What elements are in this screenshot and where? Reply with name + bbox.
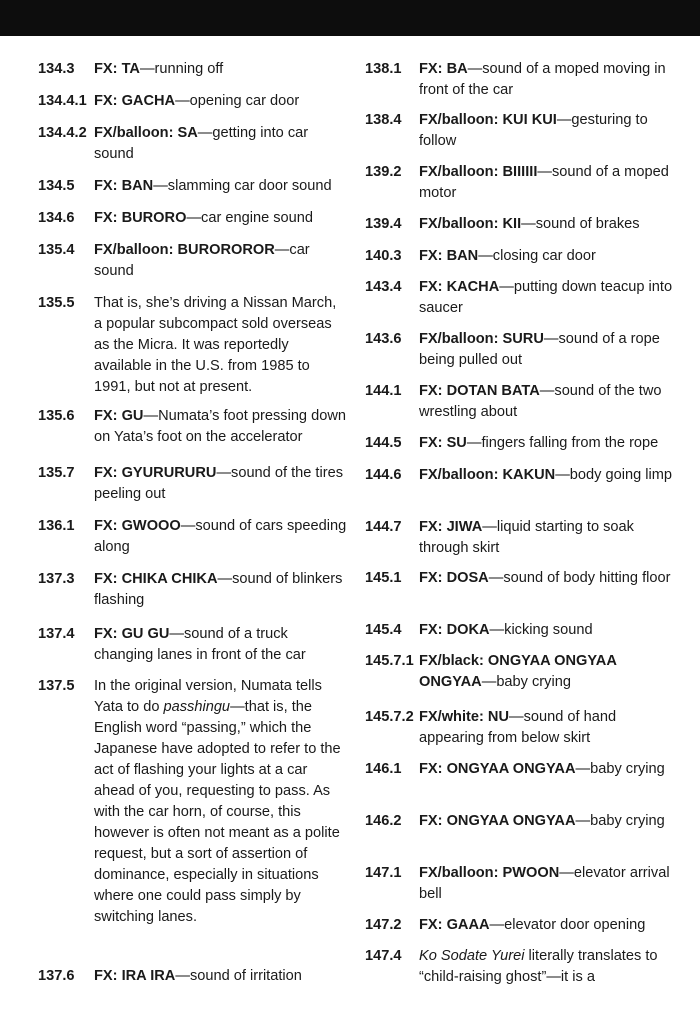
note-body	[94, 966, 302, 987]
note-text: —sound of a truck changing lanes in front of the car	[94, 626, 306, 663]
note-entry	[365, 246, 596, 267]
note-body	[419, 465, 672, 486]
note-text: —sound of brakes	[521, 216, 640, 232]
note-body	[94, 676, 348, 928]
fx-label: FX/balloon: SURU	[419, 331, 544, 347]
note-entry	[365, 465, 672, 486]
note-body	[419, 863, 675, 905]
note-text: —sound of a moped moving in front of the car	[419, 61, 666, 98]
note-number: 146.1	[365, 761, 402, 777]
note-body	[419, 214, 640, 235]
note-body	[94, 176, 332, 197]
note-entry	[365, 759, 665, 780]
italic-term: Ko Sodate Yurei	[419, 948, 525, 964]
note-body	[419, 162, 675, 204]
italic-term: passhingu	[163, 699, 231, 715]
note-entry	[38, 624, 348, 666]
note-text: —body going limp	[555, 467, 673, 483]
note-number: 138.4	[365, 112, 402, 128]
note-entry	[365, 277, 675, 319]
note-text: —baby crying	[575, 761, 665, 777]
note-number: 134.3	[38, 61, 75, 77]
note-text: —slamming car door sound	[153, 178, 332, 194]
fx-label: FX/balloon: BUROROROR	[94, 242, 275, 258]
note-body	[94, 91, 299, 112]
note-entry	[365, 329, 675, 371]
note-entry	[365, 707, 675, 749]
note-text: —car sound	[94, 242, 310, 279]
fx-label: FX/black: ONGYAA ONGYAA ONGYAA	[419, 653, 617, 690]
fx-label: FX: GU GU	[94, 626, 170, 642]
note-number: 143.4	[365, 279, 402, 295]
note-number: 135.6	[38, 408, 75, 424]
note-body	[419, 110, 675, 152]
fx-label: FX: SU	[419, 435, 467, 451]
note-number: 140.3	[365, 248, 402, 264]
note-number: 134.6	[38, 210, 75, 226]
note-number: 138.1	[365, 61, 402, 77]
note-text: —gesturing to follow	[419, 112, 648, 149]
note-number: 136.1	[38, 518, 75, 534]
fx-label: FX: GAAA	[419, 917, 490, 933]
note-number: 135.5	[38, 295, 75, 311]
note-number: 139.2	[365, 164, 402, 180]
note-body	[94, 123, 348, 165]
note-entry	[365, 568, 670, 589]
note-text: —putting down teacup into saucer	[419, 279, 673, 316]
note-number: 146.2	[365, 813, 402, 829]
fx-label: FX: BA	[419, 61, 468, 77]
note-number: 137.6	[38, 968, 75, 984]
top-dark-band	[0, 0, 700, 36]
note-number: 145.1	[365, 570, 402, 586]
fx-label: FX: DOKA	[419, 622, 490, 638]
fx-label: FX/balloon: SA	[94, 125, 198, 141]
note-number: 145.7.2	[365, 709, 414, 725]
note-number: 144.1	[365, 383, 402, 399]
note-number: 147.1	[365, 865, 402, 881]
note-body	[94, 569, 348, 611]
note-body	[419, 59, 675, 101]
note-number: 144.6	[365, 467, 402, 483]
note-text: —baby crying	[575, 813, 665, 829]
note-text: —sound of the two wrestling about	[419, 383, 662, 420]
note-number: 137.4	[38, 626, 75, 642]
note-number: 135.7	[38, 465, 75, 481]
note-body	[419, 433, 658, 454]
note-entry	[365, 811, 665, 832]
note-body	[419, 915, 645, 936]
note-text: —sound of body hitting floor	[488, 570, 671, 586]
note-number: 147.4	[365, 948, 402, 964]
fx-label: FX: ONGYAA ONGYAA	[419, 813, 576, 829]
note-text: —elevator arrival bell	[419, 865, 670, 902]
note-text: —sound of the tires peeling out	[94, 465, 343, 502]
note-number: 147.2	[365, 917, 402, 933]
fx-label: FX: DOSA	[419, 570, 489, 586]
note-body	[94, 463, 348, 505]
note-body	[94, 624, 348, 666]
note-entry	[38, 123, 348, 165]
fx-label: FX/balloon: BIIIIII	[419, 164, 538, 180]
note-body	[419, 811, 665, 832]
note-text: —sound of hand appearing from below skirt	[419, 709, 617, 746]
note-body	[419, 517, 675, 559]
note-entry	[38, 569, 348, 611]
note-entry	[365, 620, 593, 641]
fx-label: FX: BURORO	[94, 210, 187, 226]
note-text: —running off	[139, 61, 224, 77]
fx-label: FX/balloon: PWOON	[419, 865, 560, 881]
note-body	[94, 293, 348, 398]
fx-label: FX: KACHA	[419, 279, 500, 295]
note-body	[419, 329, 675, 371]
note-number: 137.5	[38, 678, 75, 694]
note-entry	[365, 59, 675, 101]
note-text: —closing car door	[478, 248, 596, 264]
note-entry	[365, 946, 675, 988]
fx-label: FX/balloon: KUI KUI	[419, 112, 557, 128]
note-number: 139.4	[365, 216, 402, 232]
note-body	[94, 406, 348, 448]
note-entry	[38, 208, 313, 229]
note-entry	[38, 463, 348, 505]
fx-label: FX: BAN	[94, 178, 154, 194]
fx-label: FX: GU	[94, 408, 144, 424]
note-text: —getting into car sound	[94, 125, 309, 162]
note-text: —sound of blinkers flashing	[94, 571, 343, 608]
note-number: 134.4.1	[38, 93, 87, 109]
note-entry	[38, 240, 348, 282]
note-entry	[38, 293, 348, 398]
note-number: 145.4	[365, 622, 402, 638]
fx-label: FX: GACHA	[94, 93, 176, 109]
note-entry	[38, 406, 348, 448]
note-number: 134.4.2	[38, 125, 87, 141]
fx-label: FX: IRA IRA	[94, 968, 176, 984]
note-body	[419, 651, 675, 693]
note-text: —Numata’s foot pressing down on Yata’s foot on the accelerator	[94, 408, 346, 445]
note-text: —baby crying	[481, 674, 571, 690]
fx-label: FX: BAN	[419, 248, 479, 264]
note-entry	[365, 162, 675, 204]
note-entry	[38, 676, 348, 928]
note-entry	[38, 966, 302, 987]
note-text: —liquid starting to soak through skirt	[419, 519, 634, 556]
note-text: —elevator door opening	[489, 917, 646, 933]
note-number: 135.4	[38, 242, 75, 258]
fx-label: FX: CHIKA CHIKA	[94, 571, 218, 587]
note-entry	[365, 863, 675, 905]
note-text: —sound of cars speeding along	[94, 518, 347, 555]
note-body	[419, 759, 665, 780]
note-text: —opening car door	[175, 93, 300, 109]
fx-label: FX: JIWA	[419, 519, 483, 535]
note-text: literally translates to “child-raising ghost”—it is a	[419, 948, 658, 985]
note-body	[94, 516, 348, 558]
note-number: 143.6	[365, 331, 402, 347]
note-body	[419, 381, 675, 423]
note-number: 144.7	[365, 519, 402, 535]
note-text: That is, she’s driving a Nissan March, a popular subcompact sold overseas as the Micra. It was reportedly available in the U.S. from 1985 to 1991, but not at present.	[94, 295, 337, 395]
note-entry	[365, 214, 640, 235]
fx-label: FX/white: NU	[419, 709, 509, 725]
note-entry	[365, 433, 658, 454]
fx-label: FX: TA	[94, 61, 140, 77]
note-text: —sound of irritation	[175, 968, 302, 984]
note-entry	[365, 381, 675, 423]
note-number: 137.3	[38, 571, 75, 587]
note-text: —fingers falling from the rope	[466, 435, 659, 451]
note-entry	[38, 91, 299, 112]
note-body	[419, 568, 670, 589]
note-body	[419, 707, 675, 749]
note-body	[94, 208, 313, 229]
note-text: —that is, the English word “passing,” which the Japanese have adopted to refer to the act of flashing your lights at a car ahead of you, requesting to pass. As with the car horn, of course, this however is often not meant as a polite request, but a sort of assertion of dominance, especially in situations where one could pass simply by switching lanes.	[94, 699, 341, 925]
fx-label: FX: GYURURURU	[94, 465, 217, 481]
note-number: 144.5	[365, 435, 402, 451]
note-text: —kicking sound	[489, 622, 593, 638]
note-body	[419, 620, 593, 641]
fx-label: FX/balloon: KII	[419, 216, 522, 232]
fx-label: FX: ONGYAA ONGYAA	[419, 761, 576, 777]
note-text: —sound of a rope being pulled out	[419, 331, 660, 368]
note-entry	[365, 110, 675, 152]
note-text: —car engine sound	[186, 210, 313, 226]
note-text: —sound of a moped motor	[419, 164, 669, 201]
note-number: 145.7.1	[365, 653, 414, 669]
note-entry	[365, 517, 675, 559]
note-body	[419, 946, 675, 988]
note-entry	[38, 59, 223, 80]
fx-label: FX: GWOOO	[94, 518, 181, 534]
note-body	[419, 277, 675, 319]
note-entry	[365, 651, 675, 693]
note-body	[419, 246, 596, 267]
fx-label: FX/balloon: KAKUN	[419, 467, 556, 483]
note-number: 134.5	[38, 178, 75, 194]
note-entry	[365, 915, 645, 936]
note-body	[94, 59, 223, 80]
note-body	[94, 240, 348, 282]
note-text: In the original version, Numata tells Yata to do	[94, 678, 322, 715]
note-entry	[38, 176, 332, 197]
note-entry	[38, 516, 348, 558]
fx-label: FX: DOTAN BATA	[419, 383, 540, 399]
